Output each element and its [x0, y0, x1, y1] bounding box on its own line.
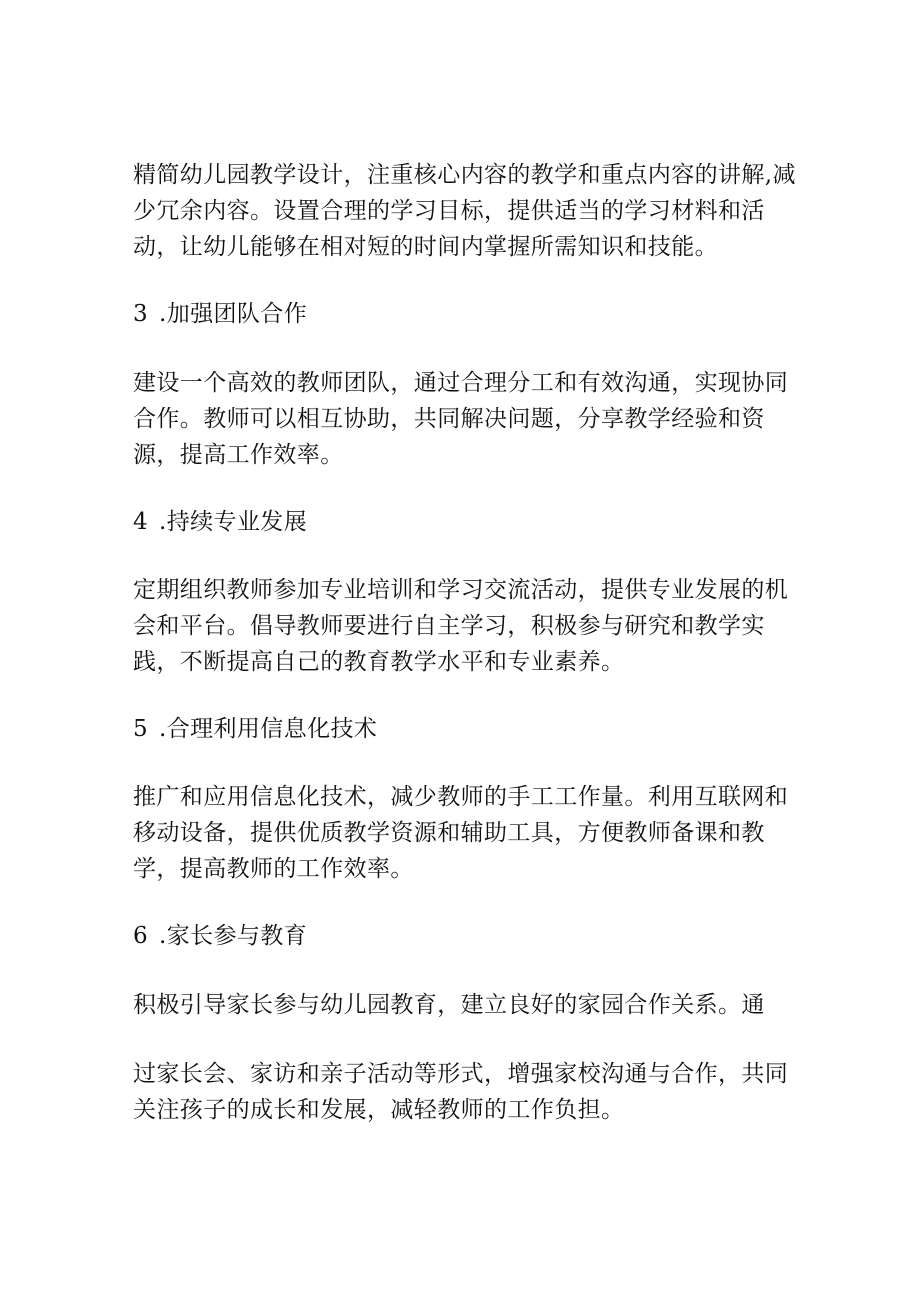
- paragraph-line: 建设一个高效的教师团队，通过合理分工和有效沟通，实现协同: [133, 370, 789, 396]
- section-title: .家长参与教育: [159, 923, 308, 949]
- paragraph-line: 少冗余内容。设置合理的学习目标，提供适当的学习材料和活: [133, 198, 765, 224]
- paragraph-parent-participation-b: [133, 1056, 793, 1128]
- paragraph-professional-development: [133, 572, 793, 680]
- section-number: 6: [133, 923, 149, 949]
- paragraph-line: 移动设备，提供优质教学资源和辅助工具，方便教师备课和教: [133, 820, 765, 846]
- paragraph-teamwork: [133, 365, 793, 473]
- section-heading-3: [133, 296, 307, 332]
- section-heading-4: [133, 504, 307, 540]
- paragraph-line: 精简幼儿园教学设计，注重核心内容的教学和重点内容的讲解,减: [133, 162, 796, 188]
- paragraph-line: 定期组织教师参加专业培训和学习交流活动，提供专业发展的机: [133, 577, 789, 603]
- section-number: 4: [133, 509, 149, 535]
- paragraph-line: 源，提高工作效率。: [133, 442, 344, 468]
- paragraph-simplify-teaching: [133, 157, 796, 265]
- paragraph-line: 合作。教师可以相互协助，共同解决问题，分享教学经验和资: [133, 406, 765, 432]
- paragraph-line: 动，让幼儿能够在相对短的时间内掌握所需知识和技能。: [133, 234, 718, 260]
- paragraph-line: 践，不断提高自己的教育教学水平和专业素养。: [133, 649, 625, 675]
- paragraph-line: 积极引导家长参与幼儿园教育，建立良好的家园合作关系。通: [133, 992, 765, 1018]
- section-heading-6: [133, 918, 307, 954]
- section-title: .持续专业发展: [159, 509, 308, 535]
- paragraph-line: 学，提高教师的工作效率。: [133, 856, 414, 882]
- section-title: .合理利用信息化技术: [159, 716, 378, 742]
- paragraph-line: 关注孩子的成长和发展，减轻教师的工作负担。: [133, 1097, 625, 1123]
- paragraph-information-technology: [133, 779, 793, 887]
- paragraph-line: 过家长会、家访和亲子活动等形式，增强家校沟通与合作，共同: [133, 1061, 789, 1087]
- section-title: .加强团队合作: [159, 301, 308, 327]
- paragraph-line: 推广和应用信息化技术，减少教师的手工工作量。利用互联网和: [133, 784, 789, 810]
- section-heading-5: [133, 711, 377, 747]
- section-number: 5: [133, 716, 149, 742]
- paragraph-line: 会和平台。倡导教师要进行自主学习，积极参与研究和教学实: [133, 613, 765, 639]
- paragraph-parent-participation-a: [133, 987, 793, 1023]
- section-number: 3: [133, 301, 149, 327]
